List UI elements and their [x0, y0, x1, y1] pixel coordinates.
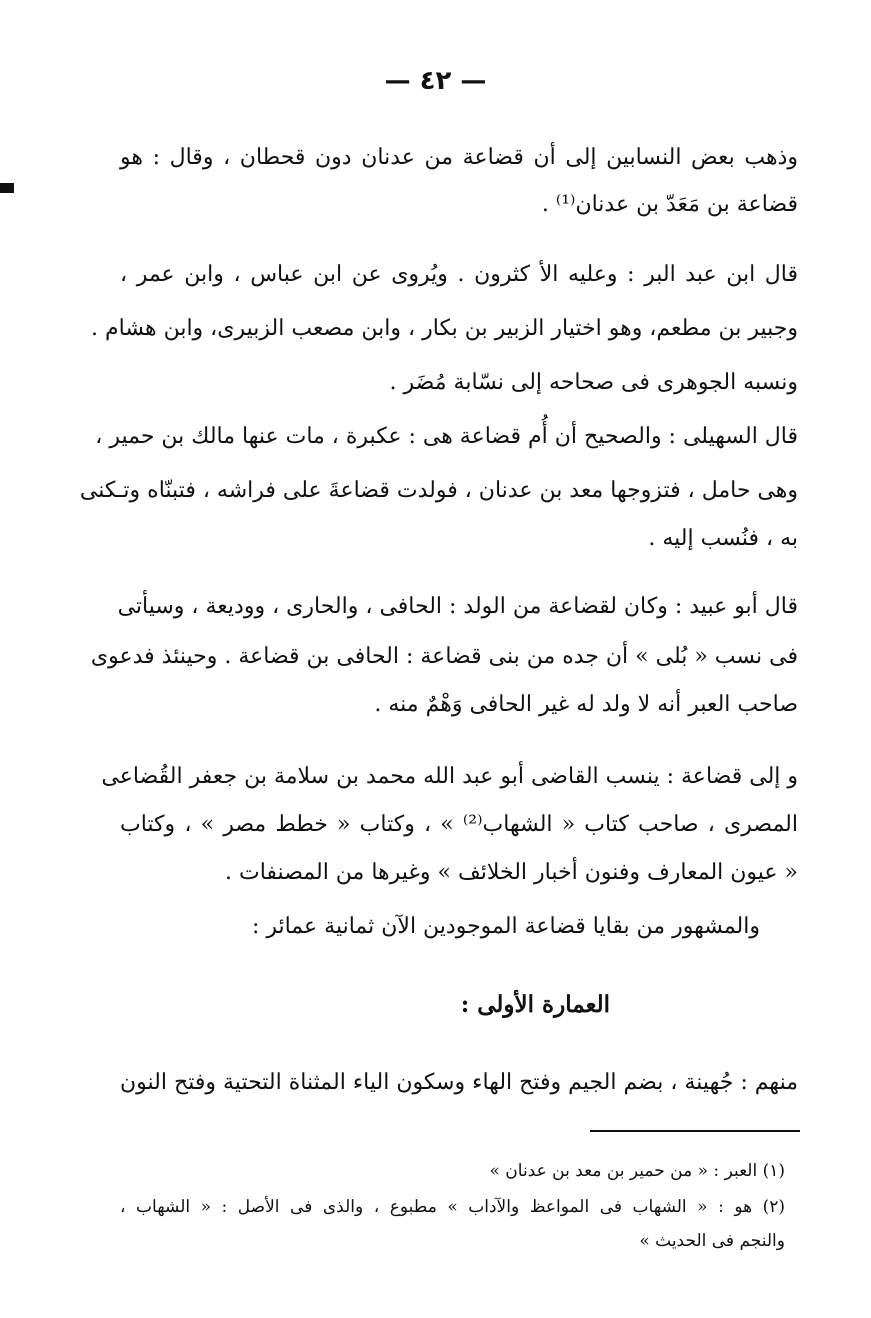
- footnote-separator: [590, 1130, 800, 1132]
- footnote: (٢) هو : « الشهاب فى المواعظ والآداب » مطبوع ، والذى فى الأصل : « الشهاب ،: [120, 1197, 785, 1217]
- footnote: (١) العبر : « من حمير بن معد بن عدنان »: [489, 1161, 785, 1181]
- text-line: وجبير بن مطعم، وهو اختيار الزبير بن بكار ، وابن مصعب الزبيرى، وابن هشام .: [91, 316, 798, 341]
- footnote: والنجم فى الحديث »: [639, 1231, 785, 1251]
- text-line: « عيون المعارف وفنون أخبار الخلائف » وغيرها من المصنفات .: [225, 860, 798, 885]
- page-number: — ٤٢ —: [384, 66, 487, 96]
- text-line: وهى حامل ، فتزوجها معد بن عدنان ، فولدت قضاعةَ على فراشه ، فتبنّاه وتـكنى: [79, 478, 798, 503]
- text-line: صاحب العبر أنه لا ولد له غير الحافى وَهْمٌ منه .: [374, 692, 798, 717]
- text-line: قال السهيلى : والصحيح أن أُم قضاعة هى : عكبرة ، مات عنها مالك بن حمير ،: [95, 424, 798, 449]
- text-line: قضاعة بن مَعَدّ بن عدنان⁽¹⁾ .: [541, 192, 798, 217]
- text-line: المصرى ، صاحب كتاب « الشهاب⁽²⁾ » ، وكتاب « خطط مصر » ، وكتاب: [120, 812, 798, 837]
- margin-ink-mark: [0, 183, 14, 193]
- text-line: قال أبو عبيد : وكان لقضاعة من الولد : الحافى ، والحارى ، ووديعة ، وسيأتى: [117, 594, 798, 619]
- text-line: و إلى قضاعة : ينسب القاضى أبو عبد الله محمد بن سلامة بن جعفر القُضاعى: [101, 764, 798, 789]
- text-line: فى نسب « بُلى » أن جده من بنى قضاعة : الحافى بن قضاعة . وحينئذ فدعوى: [90, 644, 798, 669]
- text-line: قال ابن عبد البر : وعليه الأ كثرون . ويُروى عن ابن عباس ، وابن عمر ،: [120, 262, 798, 287]
- text-line: ونسبه الجوهرى فى صحاحه إلى نسّابة مُضَر .: [389, 370, 798, 395]
- text-line: والمشهور من بقايا قضاعة الموجودين الآن ثمانية عمائر :: [251, 914, 760, 939]
- section-heading: العمارة الأولى :: [460, 991, 610, 1018]
- text-line: وذهب بعض النسابين إلى أن قضاعة من عدنان دون قحطان ، وقال : هو: [120, 145, 798, 170]
- text-line: منهم : جُهينة ، بضم الجيم وفتح الهاء وسكون الياء المثناة التحتية وفتح النون: [120, 1070, 798, 1095]
- text-line: به ، فنُسب إليه .: [648, 526, 798, 551]
